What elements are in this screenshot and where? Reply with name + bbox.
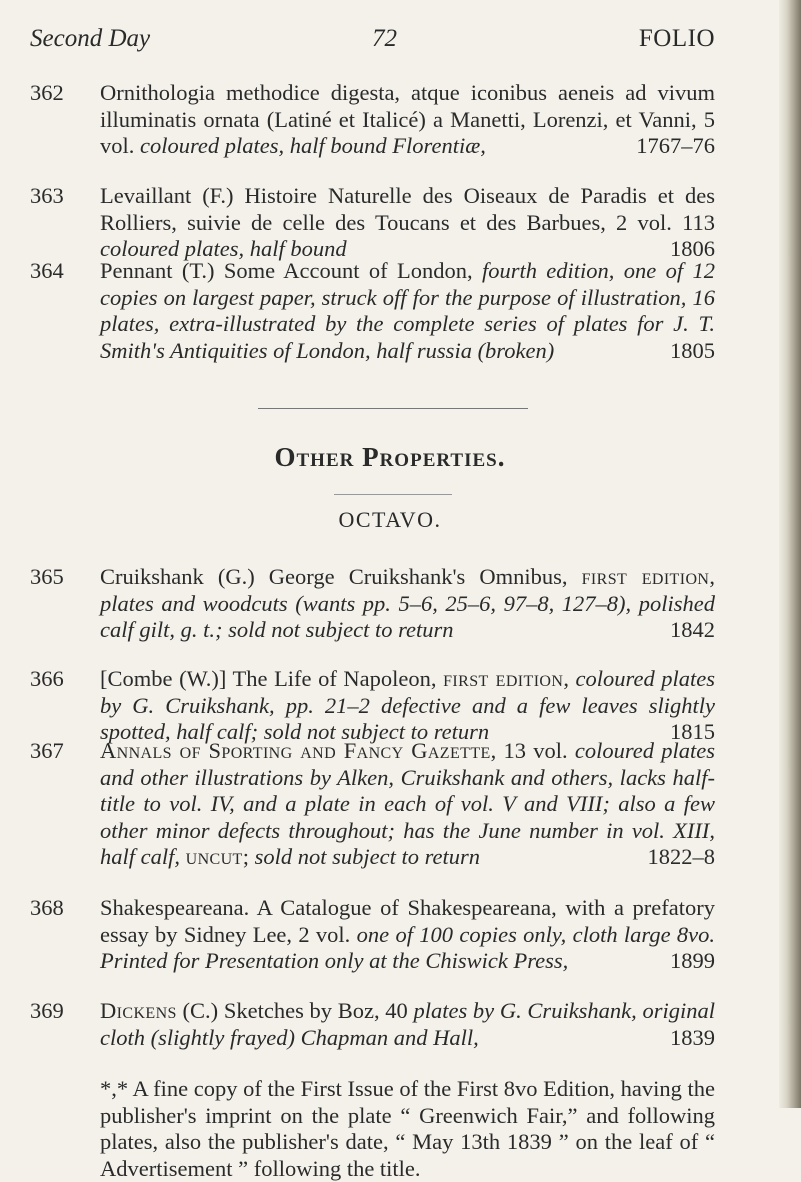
lot-entry: [30, 183, 715, 263]
roman-text: ,: [563, 666, 576, 691]
italic-text: coloured plates and other illustrations by Alken, Cruikshank and others, lacks half-title to vol. IV, and a plate in each of vol. V and VIII; also a few other minor defects throughout; has the June number in vol. XIII, half calf,: [100, 738, 715, 869]
italic-text: Chapman and Hall,: [300, 1024, 479, 1050]
lot-entry: [30, 564, 715, 644]
roman-text: ,: [709, 564, 715, 589]
italic-text: coloured plates, half bound: [100, 236, 347, 261]
lot-date: 1899: [670, 948, 715, 973]
lot-date: 1822–8: [647, 844, 715, 869]
section-subtitle: OCTAVO.: [338, 507, 442, 532]
small-caps-text: Annals of Sporting and Fancy Gazette: [100, 738, 491, 763]
roman-text: Ornithologia methodice digesta, atque iconibus aeneis ad vivum illuminatis ornata (Latiné et Italicé) a Manetti, Lorenzi, et Vanni, 5 vol.: [100, 80, 715, 158]
running-head: [30, 22, 715, 56]
lot-description: [100, 258, 715, 364]
lot-description: [100, 998, 715, 1051]
lot-note-wrapper: [30, 1076, 715, 1182]
lot-note: *,* A fine copy of the First Issue of the First 8vo Edition, having the publisher's imprint on the plate “ Greenwich Fair,” and following plates, also the publisher's date, “ May 13th 1839 ” on the leaf of “ Advertisement ” following the title.: [100, 1076, 715, 1181]
lot-description: [100, 895, 715, 975]
italic-text: coloured plates by G. Cruikshank, pp. 21–2 defective and a few leaves slightly spotted, half calf; sold not subject to return: [100, 666, 716, 744]
roman-text: [Combe (W.)] The Life of Napoleon,: [100, 666, 444, 691]
roman-text: Cruikshank (G.) George Cruikshank's Omnibus,: [100, 564, 582, 589]
lot-description: [100, 666, 715, 746]
roman-text: ;: [242, 844, 255, 869]
small-caps-text: first edition: [581, 564, 710, 589]
divider-rule-short: [334, 494, 452, 495]
small-caps-text: Dickens: [100, 998, 177, 1023]
lot-number: 364: [30, 258, 64, 283]
roman-text: Levaillant (F.) Histoire Naturelle des Oiseaux de Paradis et des Rolliers, suivie de celle des Toucans et des Barbues, 2 vol. 113: [100, 183, 715, 235]
italic-text: coloured plates, half bound: [140, 133, 387, 158]
section-title: Other Properties.: [274, 442, 506, 472]
header-day: Second Day: [30, 25, 151, 52]
lot-number: 367: [30, 738, 64, 763]
lot-number: 368: [30, 895, 64, 920]
lot-description: [100, 183, 715, 263]
lot-date: 1815: [670, 719, 715, 744]
small-caps-text: first edition: [443, 666, 564, 691]
lot-number: 362: [30, 80, 64, 105]
lot-entry: [30, 998, 715, 1051]
lot-date: 1842: [670, 617, 715, 642]
header-format: FOLIO: [638, 25, 715, 52]
italic-text: sold not subject to return: [254, 844, 481, 869]
italic-text: fourth edition, one of 12 copies on largest paper, struck off for the purpose of illustration, 16 plates, extra-illustrated by the complete series of plates for J. T. Smith's Antiquities of London, half russia (broken): [100, 258, 715, 363]
small-caps-text: uncut: [185, 844, 243, 869]
lot-date: 1805: [670, 337, 715, 363]
italic-text: one of 100 copies only, cloth large 8vo. Printed for Presentation only at the Chiswick Press,: [100, 921, 715, 973]
roman-text: (C.) Sketches by Boz, 40: [176, 998, 414, 1023]
lot-description: [100, 80, 715, 160]
lot-entry: [30, 738, 715, 871]
page-edge-shadow: [779, 0, 801, 1108]
italic-text: plates by G. Cruikshank, original cloth (slightly frayed): [100, 998, 715, 1050]
italic-text: Florentiæ,: [392, 133, 486, 158]
page-number: 72: [372, 25, 397, 52]
lot-number: 363: [30, 183, 64, 208]
lot-number: 366: [30, 666, 64, 691]
lot-entry: [30, 895, 715, 975]
lot-description: [100, 738, 715, 871]
lot-description: [100, 564, 715, 644]
italic-text: plates and woodcuts (wants pp. 5–6, 25–6, 97–8, 127–8), polished calf gilt, g. t.; sold not subject to return: [100, 590, 715, 642]
roman-text: Pennant (T.) Some Account of London,: [100, 258, 482, 283]
roman-text: Shakespeareana. A Catalogue of Shakespeareana, with a prefatory essay by Sidney Lee, 2 vol.: [100, 895, 715, 947]
lot-number: 365: [30, 564, 64, 589]
lot-number: 369: [30, 998, 64, 1023]
divider-rule: [258, 408, 528, 409]
roman-text: , 13 vol.: [490, 738, 575, 763]
lot-entry: [30, 666, 715, 746]
lot-date: 1839: [670, 1024, 715, 1050]
lot-entry: [30, 80, 715, 160]
lot-date: 1767–76: [636, 133, 715, 158]
lot-entry: [30, 258, 715, 364]
lot-date: 1806: [670, 236, 715, 261]
